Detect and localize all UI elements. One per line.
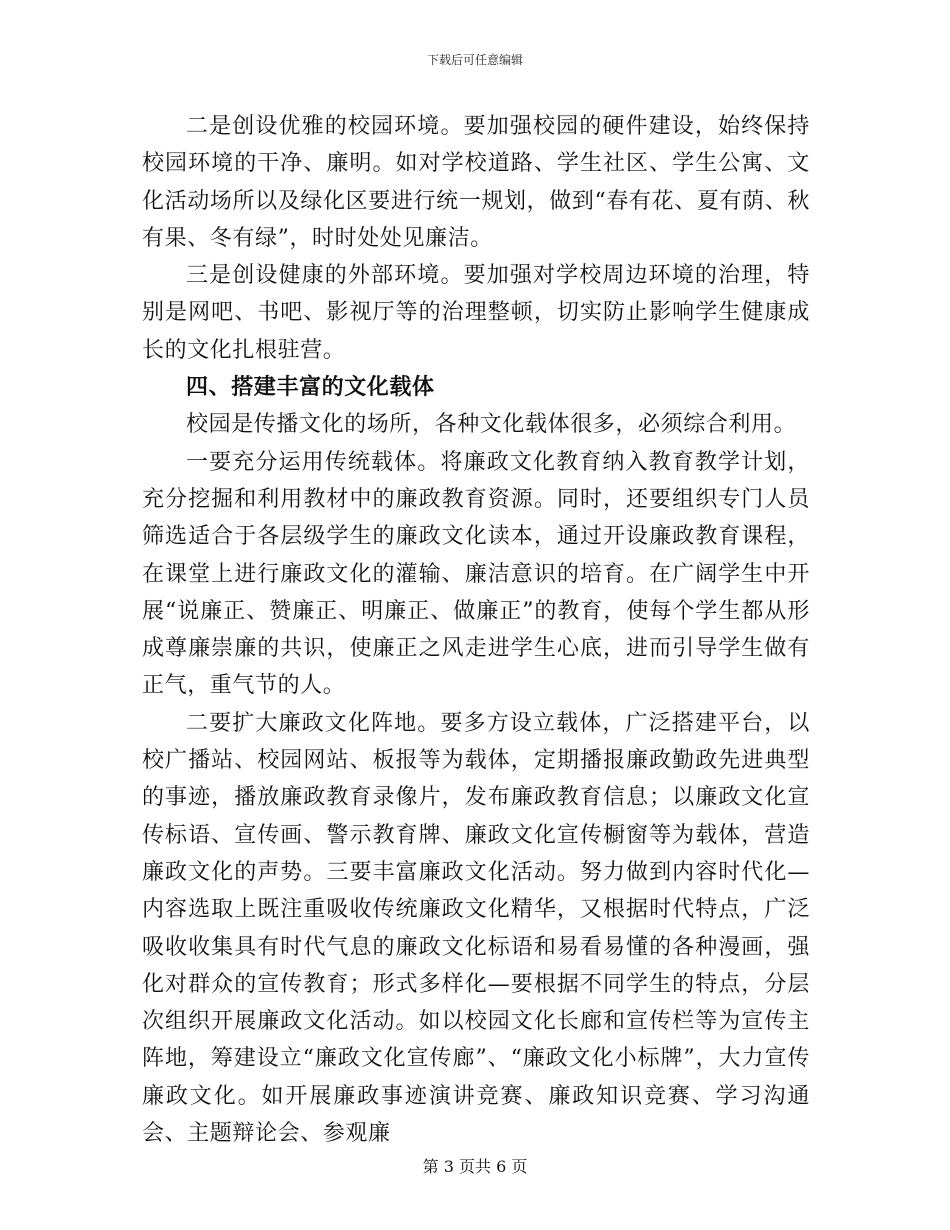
paragraph-campus-environment: 二是创设优雅的校园环境。要加强校园的硬件建设，始终保持校园环境的干净、廉明。如对学校道路、学生社区、学生公寓、文化活动场所以及绿化区要进行统一规划，做到“春有花、夏有荫、秋有果、冬有绿”，时时处处见廉洁。 [142, 114, 810, 251]
page-header: 下载后可任意编辑 [426, 53, 523, 67]
paragraph-traditional-carrier: 一要充分运用传统载体。将廉政文化教育纳入教育教学计划，充分挖掘和利用教材中的廉政教育资源。同时，还要组织专门人员筛选适合于各层级学生的廉政文化读本，通过开设廉政教育课程，在课堂上进行廉政文化的灌输、廉洁意识的培育。在广阔学生中开展“说廉正、赞廉正、明廉正、做廉正”的教育，使每个学生都从形成尊廉崇廉的共识，使廉正之风走进学生心底，进而引导学生做有正气，重气节的人。 [142, 449, 810, 699]
paragraph-external-environment: 三是创设健康的外部环境。要加强对学校周边环境的治理，特别是网吧、书吧、影视厅等的治理整顿，切实防止影响学生健康成长的文化扎根驻营。 [142, 263, 810, 363]
paragraph-campus-carrier: 校园是传播文化的场所，各种文化载体很多，必须综合利用。 [186, 412, 797, 438]
section-heading: 四、搭建丰富的文化载体 [186, 375, 435, 401]
page-number: 第 3 页共 6 页 [422, 1157, 528, 1176]
document-body [142, 108, 810, 1152]
paragraph-expand-positions: 二要扩大廉政文化阵地。要多方设立载体，广泛搭建平台，以校广播站、校园网站、板报等为载体，定期播报廉政勤政先进典型的事迹，播放廉政教育录像片，发布廉政教育信息；以廉政文化宣传标语、宣传画、警示教育牌、廉政文化宣传橱窗等为载体，营造廉政文化的声势。三要丰富廉政文化活动。努力做到内容时代化—内容选取上既注重吸收传统廉政文化精华，又根据时代特点，广泛吸收收集具有时代气息的廉政文化标语和易看易懂的各种漫画，强化对群众的宣传教育；形式多样化—要根据不同学生的特点，分层次组织开展廉政文化活动。如以校园文化长廊和宣传栏等为宣传主阵地，筹建设立“廉政文化宣传廊”、“廉政文化小标牌”，大力宣传廉政文化。如开展廉政事迹演讲竞赛、廉政知识竞赛、学习沟通会、主题辩论会、参观廉 [142, 710, 810, 1147]
